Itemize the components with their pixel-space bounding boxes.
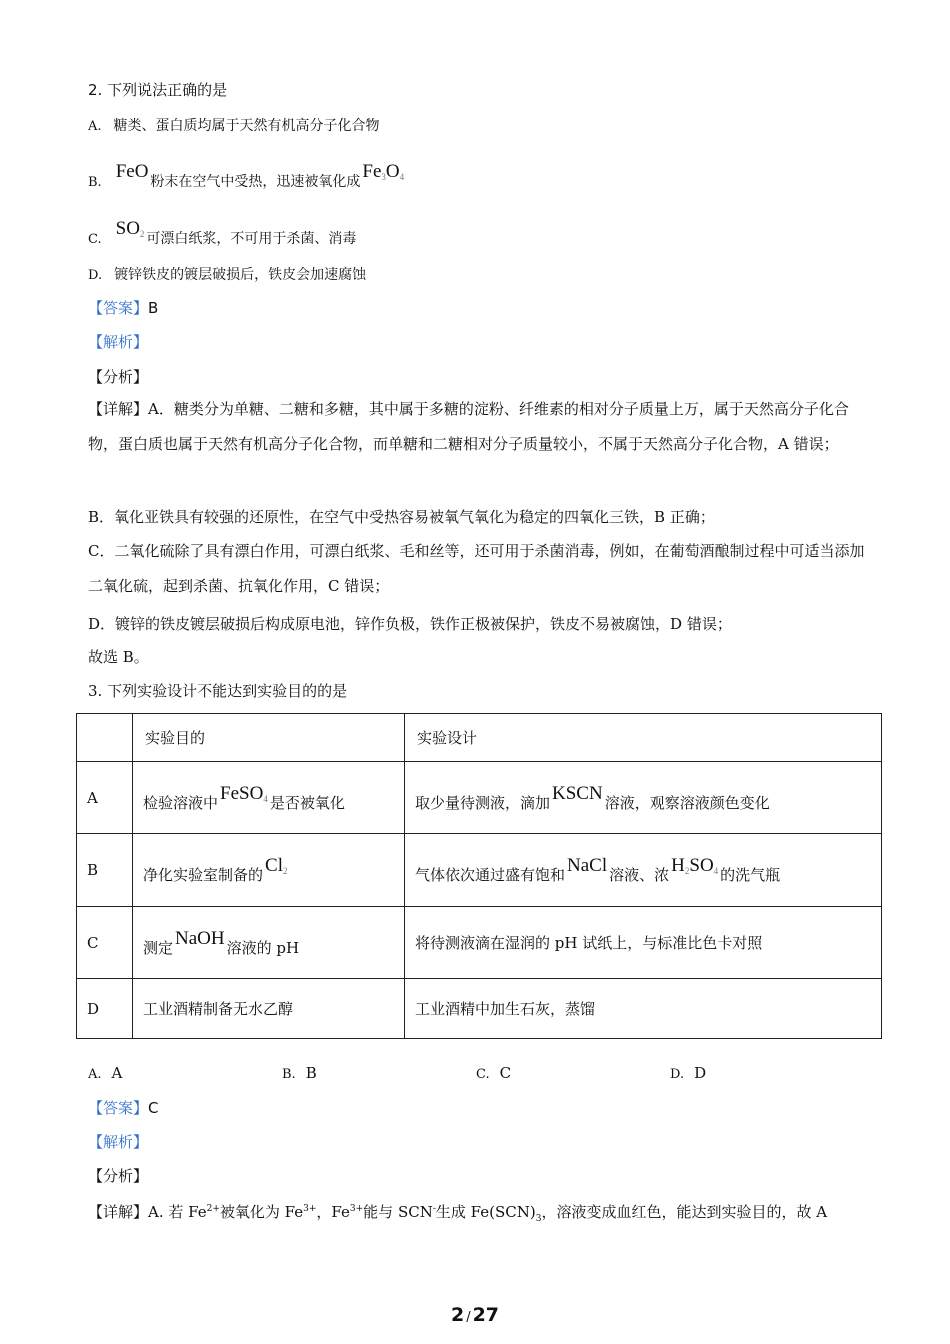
page-number: 2 / 27 <box>450 1304 500 1326</box>
option-text: 镀锌铁皮的镀层破损后，铁皮会加速腐蚀 <box>114 267 367 283</box>
option-text: 可漂白纸浆，不可用于杀菌、消毒 <box>146 231 357 247</box>
q2-conclusion: 故选 B。 <box>88 648 149 666</box>
header-design: 实验设计 <box>405 714 882 762</box>
table-row <box>77 762 882 834</box>
q2-detail-a: 【详解】A．糖类分为单糖、二糖和多糖，其中属于多糖的淀粉、纤维素的相对分子质量上万，属于天然高分子化合物，蛋白质也属于天然有机高分子化合物，而单糖和二糖相对分子质量较小，不属于天然高分子化合物，A 错误； <box>88 400 849 453</box>
row-purpose: 测定 NaOH 溶液的 pH <box>133 907 405 979</box>
formula-naoh: NaOH <box>175 927 225 949</box>
answer-tag: 【答案】 <box>88 299 149 317</box>
option-text: 粉末在空气中受热，迅速被氧化成 <box>150 174 361 190</box>
table-row <box>77 979 882 1039</box>
row-label: A <box>77 762 133 834</box>
formula-feso4: FeSO$_4$ <box>220 782 268 804</box>
q2-option-c <box>88 219 356 250</box>
row-purpose: 检验溶液中 FeSO$_4$ 是否被氧化 <box>133 762 405 834</box>
formula-feo: FeO <box>115 161 149 182</box>
detail-tag: 【详解】 <box>88 400 149 418</box>
row-purpose: 工业酒精制备无水乙醇 <box>133 979 405 1039</box>
answer-value: C <box>148 1099 159 1117</box>
q3-choice-c: C. C <box>476 1064 512 1082</box>
q2-option-b <box>88 162 406 193</box>
row-design: 将待测液滴在湿润的 pH 试纸上，与标准比色卡对照 <box>405 907 882 979</box>
formula-cl2: $Cl_2$ <box>265 855 288 876</box>
experiment-table <box>76 713 882 1039</box>
option-label: C. <box>88 232 102 247</box>
option-label: B. <box>88 175 102 190</box>
table-row <box>77 834 882 907</box>
q3-answer <box>88 1098 159 1118</box>
detail-tag: 【详解】 <box>88 1203 149 1221</box>
row-design: 气体依次通过盛有饱和 NaCl 溶液、浓 $H_2SO_4$ 的洗气瓶 <box>405 834 882 907</box>
q2-jiexi-tag: 【解析】 <box>88 333 149 351</box>
q2-detail-d: D．镀锌的铁皮镀层破损后构成原电池，锌作负极，铁作正极被保护，铁皮不易被腐蚀，D 错误； <box>88 615 732 633</box>
q2-option-d <box>88 265 366 286</box>
q2-option-a <box>88 116 380 137</box>
row-purpose: 净化实验室制备的 $Cl_2$ <box>133 834 405 907</box>
row-design: 取少量待测液，滴加 KSCN 溶液，观察溶液颜色变化 <box>405 762 882 834</box>
row-label: B <box>77 834 133 907</box>
formula-fe3o4: $Fe_3O_4$ <box>362 161 405 182</box>
question-2-title: 2. 下列说法正确的是 <box>88 81 228 99</box>
option-label: A. <box>88 119 102 134</box>
row-label: D <box>77 979 133 1039</box>
option-label: D. <box>88 268 103 283</box>
question-3-title: 3. 下列实验设计不能达到实验目的的是 <box>88 682 348 700</box>
table-cell <box>77 714 133 762</box>
table-header-row <box>77 714 882 762</box>
formula-so2: $SO_2$ <box>115 218 145 239</box>
q3-jiexi-tag: 【解析】 <box>88 1133 149 1151</box>
q2-fenxi-tag: 【分析】 <box>88 368 149 386</box>
q3-detail-a: 【详解】A. 若 $Fe^{2+}$被氧化为 $Fe^{3+}$，$Fe^{3+}$能与 SCN-生成 $Fe(SCN)_3$，溶液变成血红色，能达到实验目的，故 A <box>88 1203 828 1224</box>
formula-nacl: NaCl <box>567 855 608 876</box>
table-row <box>77 907 882 979</box>
formula-h2so4: $H_2SO_4$ <box>671 855 719 876</box>
answer-value: B <box>148 299 159 317</box>
q2-detail-b: B．氧化亚铁具有较强的还原性，在空气中受热容易被氧气氧化为稳定的四氧化三铁，B 正确； <box>88 508 715 526</box>
q3-choice-d: D. D <box>670 1064 707 1082</box>
q2-detail-c: C．二氧化硫除了具有漂白作用，可漂白纸浆、毛和丝等，还可用于杀菌消毒，例如，在葡萄酒酿制过程中可适当添加二氧化硫，起到杀菌、抗氧化作用，C 错误； <box>88 542 865 595</box>
answer-tag: 【答案】 <box>88 1099 149 1117</box>
row-design: 工业酒精中加生石灰，蒸馏 <box>405 979 882 1039</box>
q3-choice-a: A. A <box>88 1064 123 1082</box>
header-purpose: 实验目的 <box>133 714 405 762</box>
row-label: C <box>77 907 133 979</box>
q3-fenxi-tag: 【分析】 <box>88 1167 149 1185</box>
q2-answer <box>88 298 158 318</box>
formula-kscn: KSCN <box>552 782 603 804</box>
q3-choice-b: B. B <box>282 1064 317 1082</box>
option-text: 糖类、蛋白质均属于天然有机高分子化合物 <box>113 118 380 134</box>
